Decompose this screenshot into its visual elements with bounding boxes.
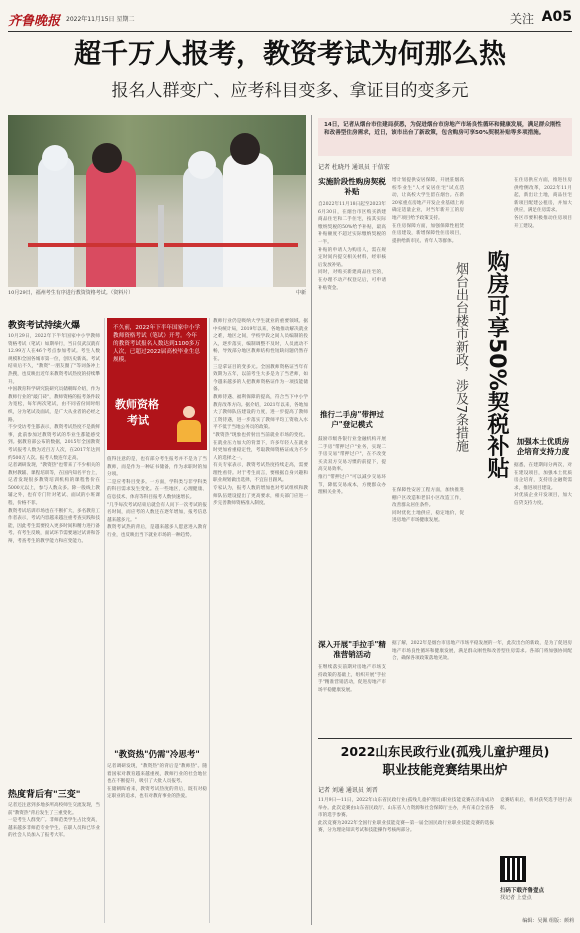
bottom-rule — [318, 738, 572, 739]
section-name: 关注 — [509, 12, 534, 26]
bottom-headline-2: 职业技能竞赛结果出炉 — [382, 762, 508, 777]
photo-caption-text: 10月29日，福州考生有序进行教资资格考试。（资料片） — [8, 290, 134, 296]
footer-editor: 编辑：吴佩 组版：颜莉 — [522, 918, 574, 924]
teacher-illustration — [177, 406, 201, 446]
photo-caption — [8, 289, 306, 296]
bottom-body: 11月9日—11日，2022年山东省民政行业(孤残儿童护理员)职业技能竞赛在济南成功举办。此次竞赛由山东省民政厅、山东省人力资源和社会保障厅主办，共有来自全省各市的选手参赛。 此次竞赛为2022年全国行业职业技能竞赛—第一届全国民政行业职业技能竞赛的选拔赛，分为理论知识考试和技能操作考核两部分。 — [318, 798, 494, 834]
info-box — [107, 318, 207, 450]
info-box-title: 教师资格 — [115, 398, 159, 411]
bottom-headline-1: 2022山东民政行业(孤残儿童护理员) — [340, 744, 550, 759]
right-body-2: 鼓励市级各银行业金融机构开展二手房"带押过户"业务，实现二手房交易"带押过户"，在不改变买卖双方交易习惯的前提下，提高交易效率。 推行"带押过户"可以减少交易环节，降低交易成本，方便群众办理相关业务。 — [318, 437, 386, 496]
bottom-byline: 记者 刘通 通讯员 刘晋 — [318, 787, 378, 794]
lead-text: 14日，记者从烟台市住建局获悉，为促进烟台市房地产市场良性循环和健康发展，满足群众刚性和改善型住房需求，近日，该市出台了新政策，包含购房可享50%契税补贴等多项措施。 — [324, 122, 562, 136]
right-body-4: 增计划提供安居保障，开展驻烟高校毕业生"人才安居住宅"试点活动，让高校大学生留在烟台。在新20家重点房地产开发企业基础上再确定适量企业，对当年新开工的房地产项目给予政策支持。 在住房保障方面，加强保障性租赁住房建设，新增保障性住房项目，提供给新市民、青年人等群体。 — [392, 178, 464, 244]
qr-caption: 扫码下载齐鲁壹点 — [500, 888, 545, 894]
masthead — [8, 8, 572, 32]
mid-section-title: "教资热"仍需"冷思考" — [114, 750, 200, 760]
left-body-1: 10月29日，2022年下半年国家中小学教师资格考试（笔试）如期举行，当日仅武汉就有12.99万人在46个考点参加考试。考生人数规模和全国各城市第一位，创历史新高。考试结束后不久，"教资"一朋友圈了"等词条冲上热搜，也反映出近年来教资考试热度的持续攀升。 中国教育科学研究院研究员储朝晖介绍，作为教师行业的"敲门砖"，教师资格的报考条件较为宽松，每年两次笔试，由不同省份同时组织，分为笔试及面试，是广大从业者的必经之路。 不少受访考生都表示，教资考试热度不是新鲜事，此前参加过教资考试的毕业生都能感受到。据教育部公布的数据，2015年全国教资考试报考人数为近百万人次，在2017年达到约500万人次。报考人数连年走高。 记者调研发现，"教资热"也带来了不少相关的教材教辅、课程培训等，在国内知名平台上，记者发现很多教资培训机构的课程售价在5000元以上，参与人数众多。除一般线上教辅之外，也有专门针对笔试、面试的小班课程，价格不菲。 教资考试培训市场也在不断扩大，多名教育工作者表示，考试内容越来越注重考查实践和技能，因此考生需要投入更多时间和精力进行备考。有考生反映，面试环节需要通过试讲和答辩，考查考生的教学能力和应变能力。 — [8, 334, 100, 545]
vertical-headline-main: 购房可享50%契税补贴 — [484, 250, 509, 479]
news-photo — [8, 115, 306, 287]
info-box-title-2: 考试 — [127, 414, 149, 427]
right-body-3: 在继续落实前期对房地产市场支持政策的基础上，组织开展"手拉手"精准营销活动，促进房地产市场平稳健康发展。 — [318, 665, 386, 693]
right-body-5: 在住房供应方面，推进住房供给侧改革，2022年11月起，新出让土地，商品住宅新项目配建公租房，并加大供应，满足住房需求。 各区市要积极推动住房项目开工建设。 — [514, 178, 572, 229]
masthead-logo: 齐鲁晚报 — [8, 14, 61, 29]
mid-body-1: 教师行业仍是吸纳大学生就业的重要领域。据中央统计局，2019年以来，各地推动解决就业之难，地区之间，学校学段之间人员编制的投入，逐步落实，编制调整不及时，人员流动不畅，导致部分地区教师结构性短缺问题仍然存在。 三是拿证目的变多元。全国教师资格证当年有效期为五年，以前考生大多是为了当老师，如今越来越多的人把教师资格证作为一项技能储备。 教师待遇、福利保障的提高，符合当下中小学教育改革方向。据介绍，2021年以来，各地加大了教师队伍建设的力度，进一步提高了教师工资待遇，进一步落实了教师平均工资收入水平不低于当地公务员的政策。 "教资热"现象也折射出当前就业市场的变化。在就业压力加大的背景下，许多年轻人在就业时更加看重稳定性，考取教师资格证成为不少人的选择之一。 有关专家表示，教资考试热度持续走高，需要理性看待。对于考生而言，要根据自身兴趣和职业规划做出选择，不宜盲目跟风。 专家认为，报考人数的增加也对考试组织和教师队伍建设提出了更高要求，相关部门应进一步完善教师资格准入制度。 — [213, 319, 308, 507]
column-divider — [311, 115, 312, 925]
vertical-subheadline — [436, 262, 470, 522]
qr-subcaption: 找记者 上壹点 — [500, 895, 532, 901]
right-body-8: 据了解，2022年是烟台市房地产市场平稳发展的一年，此次出台的新政，是为了促进房地产市场良性循环和健康发展，满足群众刚性和改善型住房需求。各部门将加强协同配合，确保各项政策落地见效。 — [392, 641, 572, 662]
column-divider — [209, 318, 210, 923]
masthead-date: 2022年11月15日 星期二 — [66, 16, 135, 23]
right-sec3-title: 深入开展"手拉手"精准营销活动 — [318, 640, 386, 659]
main-headline: 超千万人报考，教资考试为何那么热 — [74, 39, 506, 70]
right-byline: 记者 杜晓丹 通讯员 于信宏 — [318, 164, 390, 171]
right-sec2-title: 推行二手房"带押过户"登记模式 — [320, 410, 384, 429]
bottom-body-right: 竞赛结束后，将对获奖选手进行表彰。 — [500, 798, 572, 811]
right-body-1: 自2022年11月18日起至2023年6月30日，在烟台市区购买新建商品住宅和二手住宅，按其实际缴纳契税的50%给予补贴，最高补贴额度不超过实际缴纳契税的一半。 补贴的申请人为购房人，需在规定时间内提交相关材料，经审核后发放补贴。 同时，对购买新建商品住宅的，在办理不动产权登记后，可申请补贴资金。 — [318, 202, 386, 291]
left-section-title: 教资考试持续火爆 — [8, 321, 81, 331]
mid-left-body: 值得注意的是，也有部分考生报考并不是为了当教师，而是作为一种证书储备，作为求职时的加分项。 二是应考科目变多。一方面，学科类与非学科类的科目需求发生变化。在一些地区，心理健康、信息技术、体育等科目报考人数快速增长。 "几乎每次考试结束后就会有人问下一次考试的报名时间，而应考的人数还在逐年增加，报考信息越来越多元。" 教资考试热的背后，是越来越多人愿意进入教育行业，也反映出当下就业市场的一种趋势。 — [107, 457, 207, 538]
lead-box — [318, 118, 572, 156]
left-section-title-2: 热度背后有"三变" — [8, 790, 81, 800]
info-box-text: 不久前，2022年下半年国家中小学教师资格考试（笔试）开考。今年的教资考试报名人数达到1100多万人次，已超过2022届高校毕业生总规模。 — [113, 325, 200, 363]
vertical-subheadline-text: 烟台出台楼市新政，涉及7条措施 — [453, 262, 468, 453]
photo-credit: 中新 — [295, 290, 306, 296]
right-body-6: 据悉，在建期间分两次，对在建设项目，加强本土优质房企培育，支持房企融资需求，推进项目建设。 对优质企业开发项目，加大信贷支持力度。 — [514, 463, 572, 506]
page-number: A05 — [541, 9, 572, 25]
left-body-2: 记者还注意到多地多所高校师生交流发现，当前"教资热"背后发生了三重变化。 一是考生人群变广。非师范类学生占比变高，越来越多非师范专业学生、在职人员和已毕业的社会人员加入了报考大军。 — [8, 803, 100, 839]
vertical-headline — [472, 250, 512, 550]
right-body-7: 在保障性安居工程方面，加快推进棚户区改造和老旧小区改造工作，改善群众居住条件。 同时优化土地供应，稳定地价，促进房地产市场健康发展。 — [392, 488, 464, 524]
qr-code[interactable] — [500, 856, 526, 882]
column-divider — [104, 318, 105, 923]
right-sec4-title: 加强本土优质房企培育支持力度 — [516, 437, 570, 456]
mid-left-body-2: 记者调研发现，"教资热"的背后是"教师热"。随着国家对教育越来越重视，教师行业的社会地位也在不断提升，吸引了大批人员报考。 在储朝晖看来，教资考试热度的背后，既有对稳定职业的追求，也有对教育事业的热爱。 — [107, 764, 207, 800]
sub-headline: 报名人群变广、应考科目变多、拿证目的变多元 — [111, 81, 469, 101]
right-sec1-title: 实施阶段性购房契税补贴 — [318, 177, 386, 196]
